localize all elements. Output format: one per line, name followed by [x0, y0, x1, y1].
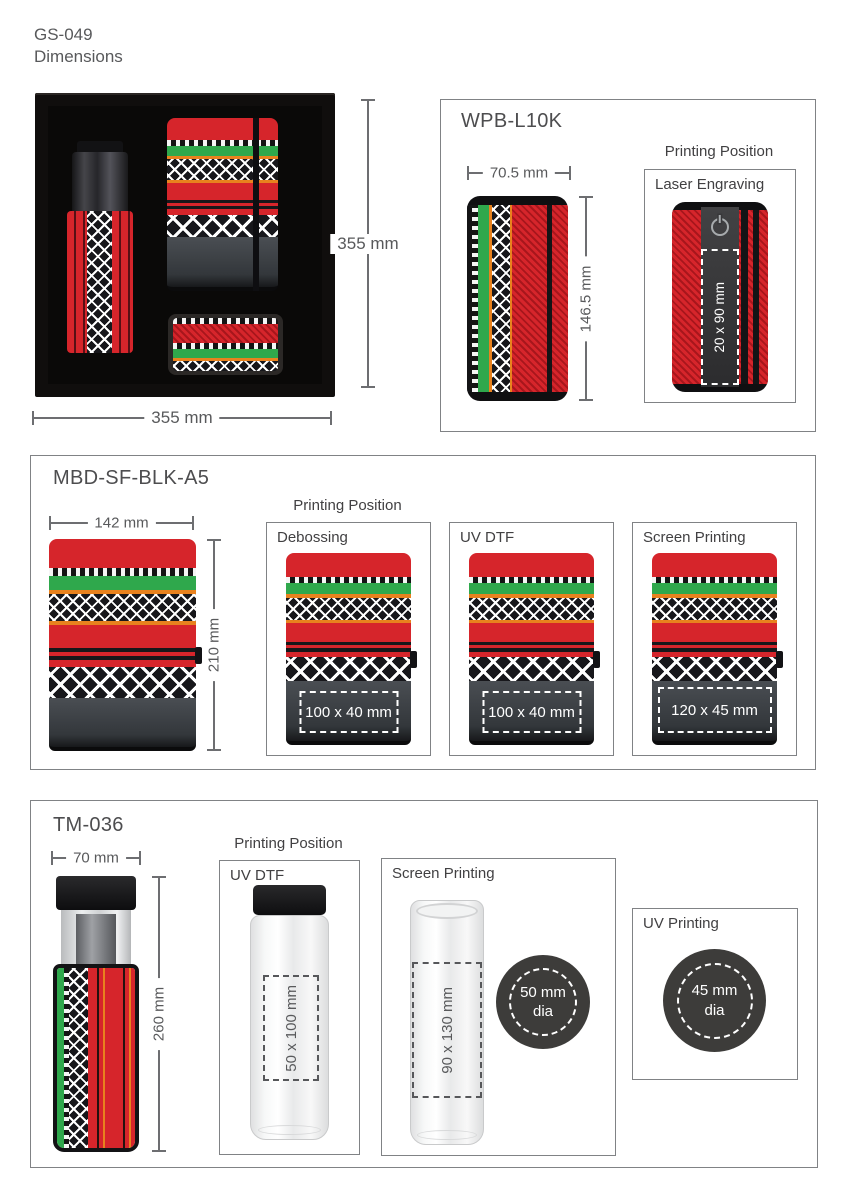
glass-bottle-open [410, 900, 484, 1145]
uv-dtf-area-size-label: 100 x 40 mm [488, 703, 575, 721]
panel-wpb-l10k [440, 99, 816, 432]
bottle-sadu-sleeve [67, 211, 133, 353]
giftbox-width-label: 355 mm [144, 408, 219, 428]
gift-box-power-bank [168, 314, 283, 375]
notebook-small [652, 553, 777, 745]
wpb-width-label: 70.5 mm [483, 165, 555, 182]
wpb-printing-position-label: Printing Position [664, 143, 774, 160]
tm-method-label: Screen Printing [392, 865, 495, 882]
panel-tm-036 [30, 800, 818, 1168]
wpb-width-dimension [467, 166, 571, 180]
wpb-height-dimension [579, 196, 593, 401]
gift-box-bottle [67, 141, 133, 353]
giftbox-width-dimension [32, 408, 332, 427]
lid-dia-unit: dia [704, 1001, 725, 1019]
tm-uv-printing-box [632, 908, 798, 1080]
tm-printing-position-label: Printing Position [234, 835, 343, 852]
tm-height-label: 260 mm [151, 978, 168, 1050]
notebook-elastic-tab [410, 651, 417, 668]
uv-printing-lid-area [663, 949, 766, 1052]
tm-width-label: 70 mm [66, 850, 126, 867]
lid-dia-unit: dia [532, 1003, 554, 1020]
tm-uv-dtf-box [219, 860, 360, 1155]
tumbler-glass [61, 910, 132, 966]
debossing-print-area [299, 691, 398, 733]
tm-height-dimension [152, 876, 166, 1152]
bottle-glass [72, 152, 128, 213]
panel-mbd-sf-blk-a5 [30, 455, 816, 770]
notebook-elastic-tab [593, 651, 600, 668]
mbd-debossing-box [266, 522, 431, 756]
bottle-cap [253, 885, 326, 915]
mbd-title: MBD-SF-BLK-A5 [53, 467, 210, 489]
screen-printing-area-size-label: 120 x 45 mm [671, 701, 758, 719]
lid-dia-label: 50 mm [520, 983, 566, 1001]
wpb-title: WPB-L10K [461, 110, 563, 132]
tumbler-sadu-sleeve [53, 964, 139, 1152]
notebook-large [49, 539, 196, 751]
uv-dtf-print-area [482, 691, 581, 733]
notebook-elastic-tab [195, 647, 202, 664]
tm-method-label: UV Printing [643, 915, 719, 932]
mbd-screen-printing-box [632, 522, 797, 756]
screen-printing-print-area [658, 687, 772, 733]
glass-bottle-capped [250, 885, 329, 1140]
giftbox-height-dimension [337, 99, 399, 388]
gift-box-photo [35, 93, 335, 397]
wpb-laser-engraving-box [644, 169, 796, 403]
mbd-printing-position-label: Printing Position [293, 497, 402, 514]
tm-width-dimension [51, 851, 141, 865]
page-title: GS-049 [34, 25, 93, 44]
power-icon [711, 218, 729, 236]
notebook-elastic-tab [776, 651, 783, 668]
tm-method-label: UV DTF [230, 867, 285, 884]
tm-title: TM-036 [53, 814, 124, 836]
laser-area-size-label: 20 x 90 mm [712, 281, 728, 353]
mbd-method-label: Debossing [277, 529, 348, 546]
tm-screen-printing-box [381, 858, 616, 1156]
wpb-method-label: Laser Engraving [655, 176, 765, 193]
uv-dtf-print-area [263, 975, 319, 1081]
mbd-method-label: Screen Printing [643, 529, 746, 546]
tumbler-cap [56, 876, 135, 910]
lid-dia-label: 45 mm [691, 982, 738, 999]
notebook-elastic-band [253, 118, 259, 291]
mbd-width-label: 142 mm [87, 515, 155, 532]
debossing-area-size-label: 100 x 40 mm [305, 703, 392, 721]
giftbox-height-label: 355 mm [330, 234, 405, 254]
gift-box-notebook [167, 118, 278, 291]
uv-dtf-area-size-label: 50 x 100 mm [282, 984, 300, 1072]
mbd-width-dimension [49, 516, 194, 530]
page-subtitle: Dimensions [34, 47, 123, 66]
screen-printing-lid-area [496, 955, 590, 1049]
mbd-uv-dtf-box [449, 522, 614, 756]
mbd-height-dimension [207, 539, 221, 751]
mbd-height-label: 210 mm [206, 609, 223, 681]
laser-engraving-area [701, 249, 739, 385]
notebook-small [469, 553, 594, 745]
power-bank-back [672, 202, 768, 392]
notebook-small [286, 553, 411, 745]
screen-printing-area-size-label: 90 x 130 mm [438, 986, 456, 1074]
screen-printing-print-area [412, 962, 482, 1098]
tumbler-with-sleeve [53, 876, 139, 1152]
mbd-method-label: UV DTF [460, 529, 515, 546]
power-bank-front [467, 196, 568, 401]
wpb-height-label: 146.5 mm [578, 256, 595, 341]
